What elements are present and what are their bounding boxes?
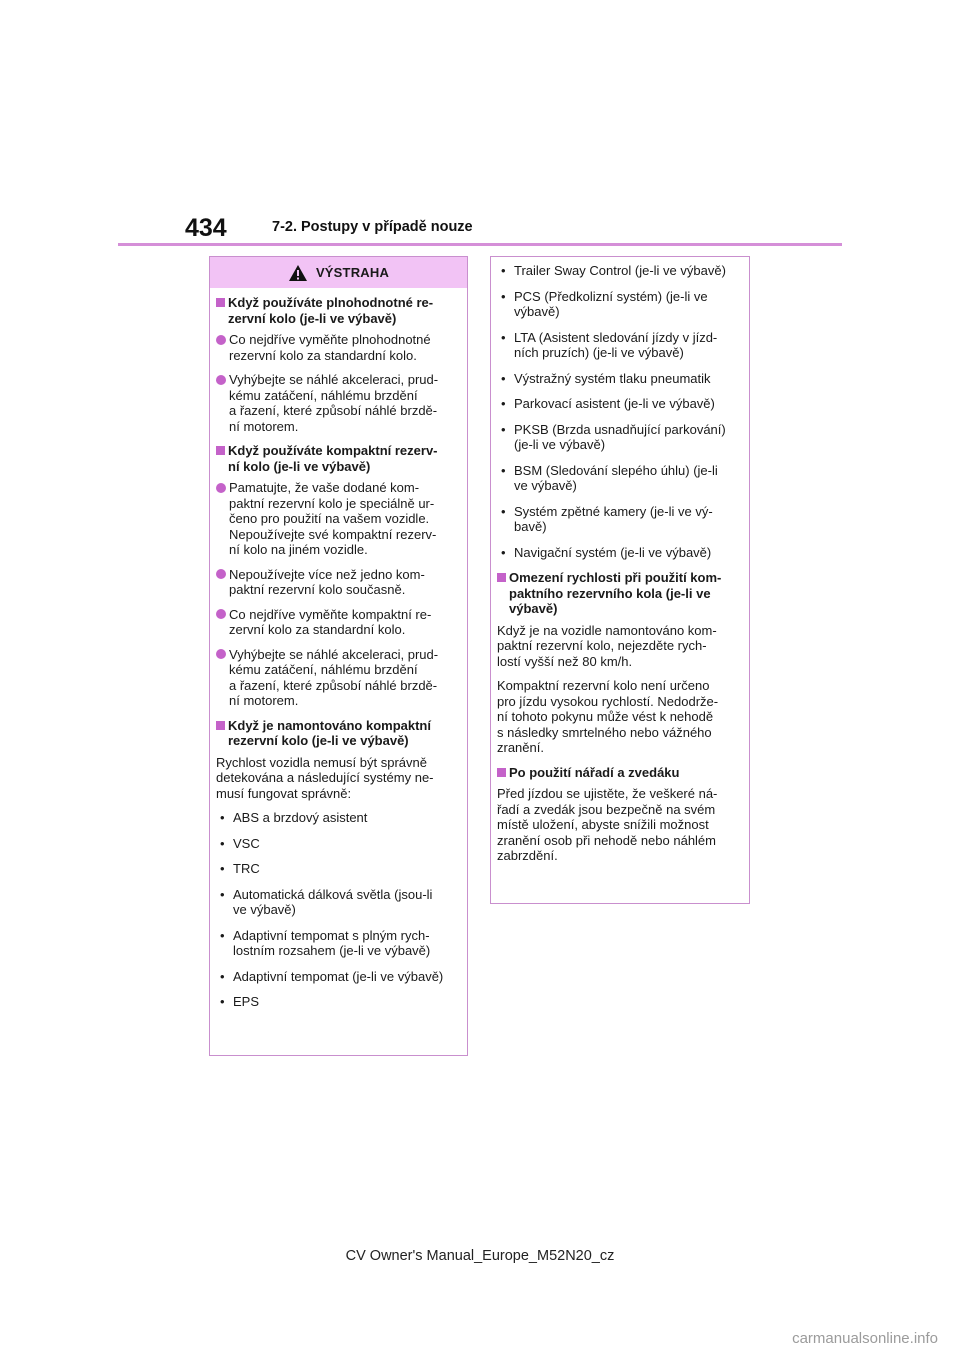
bullet-marker: •: [501, 370, 506, 386]
paragraph-text: Před jízdou se ujistěte, že veškeré ná- řadí a zvedák jsou bezpečně na svém místě uložení, abyste snížili možnost zranění osob při nehodě nebo náhlém zabrzdění.: [497, 786, 718, 863]
round-bullet-icon: [216, 649, 226, 659]
section-title: 7-2. Postupy v případě nouze: [272, 219, 473, 235]
list-item: [216, 861, 466, 877]
list-item-text: PCS (Předkolizní systém) (je-li ve výbavě): [514, 288, 708, 319]
dot-list-item: [216, 332, 466, 363]
list-item: [216, 928, 466, 959]
section-heading: [497, 570, 748, 617]
bullet-marker: •: [220, 886, 225, 902]
section-heading: [216, 295, 466, 326]
warning-box: [209, 256, 468, 1056]
round-bullet-icon: [216, 483, 226, 493]
list-item-text: Trailer Sway Control (je-li ve výbavě): [514, 263, 726, 278]
square-bullet-icon: [497, 573, 506, 582]
footer-manual-id: CV Owner's Manual_Europe_M52N20_cz: [345, 1248, 615, 1264]
list-item-text: Automatická dálková světla (jsou-li ve výbavě): [233, 886, 433, 917]
dot-list-item: [216, 480, 466, 558]
list-item: [497, 463, 748, 494]
list-item: [497, 545, 748, 561]
bullet-marker: •: [501, 263, 506, 278]
paragraph: [497, 786, 748, 864]
list-item-text: PKSB (Brzda usnadňující parkování) (je-li ve výbavě): [514, 421, 726, 452]
list-item-text: Co nejdříve vyměňte kompaktní re- zervní kolo za standardní kolo.: [229, 606, 432, 637]
bullet-marker: •: [220, 861, 225, 876]
list-item-text: Parkovací asistent (je-li ve výbavě): [514, 396, 715, 411]
bullet-marker: •: [220, 927, 225, 943]
dot-list-item: [216, 607, 466, 638]
list-item: [497, 396, 748, 412]
page-number: 434: [185, 214, 227, 242]
heading-text: Když používáte plnohodnotné re- zervní kolo (je-li ve výbavě): [228, 295, 434, 326]
watermark: carmanualsonline.info: [792, 1330, 938, 1347]
paragraph-text: Rychlost vozidla nemusí být správně detekována a následující systémy ne- musí fungovat správně:: [216, 754, 434, 801]
warning-header: [210, 257, 467, 288]
round-bullet-icon: [216, 569, 226, 579]
list-item: [216, 887, 466, 918]
list-item-text: Nepoužívejte více než jedno kom- paktní rezervní kolo současně.: [229, 566, 425, 597]
square-bullet-icon: [216, 721, 225, 730]
list-item: [497, 371, 748, 387]
warning-triangle-icon: [288, 264, 308, 282]
round-bullet-icon: [216, 375, 226, 385]
bullet-marker: •: [501, 288, 506, 304]
paragraph-text: Když je na vozidle namontováno kom- paktní rezervní kolo, nejezděte rych- lostí vyšší než 80 km/h.: [497, 622, 717, 669]
list-item-text: Adaptivní tempomat (je-li ve výbavě): [233, 968, 444, 984]
list-item: [497, 330, 748, 361]
round-bullet-icon: [216, 609, 226, 619]
list-item-text: Systém zpětné kamery (je-li ve vý- bavě): [514, 503, 713, 534]
list-item: [216, 994, 466, 1010]
paragraph: [497, 678, 748, 756]
section-heading: [216, 443, 466, 474]
dot-list-item: [216, 647, 466, 709]
list-item: [216, 836, 466, 852]
list-item-text: Adaptivní tempomat s plným rych- lostním rozsahem (je-li ve výbavě): [233, 927, 431, 958]
list-item-text: Výstražný systém tlaku pneumatik: [514, 370, 711, 386]
heading-text: Po použití nářadí a zvedáku: [509, 764, 680, 780]
list-item: [216, 810, 466, 826]
bullet-marker: •: [501, 329, 506, 345]
list-item: [497, 263, 748, 279]
bullet-marker: •: [501, 544, 506, 560]
list-item-text: Vyhýbejte se náhlé akceleraci, prud- kému zatáčení, náhlému brzdění a řazení, které způsobí náhlé brzdě- ní motorem.: [229, 372, 439, 434]
list-item: [216, 969, 466, 985]
bullet-marker: •: [501, 421, 506, 437]
list-item-text: Co nejdříve vyměňte plnohodnotné rezervní kolo za standardní kolo.: [229, 332, 431, 363]
paragraph: [497, 623, 748, 670]
square-bullet-icon: [497, 768, 506, 777]
list-item-text: EPS: [233, 994, 260, 1009]
heading-text: Když používáte kompaktní rezerv- ní kolo (je-li ve výbavě): [228, 443, 438, 474]
warning-content: [216, 295, 466, 1020]
bullet-marker: •: [220, 968, 225, 984]
bullet-marker: •: [220, 994, 225, 1009]
continuation-content: [497, 263, 748, 873]
list-item: [497, 289, 748, 320]
header-rule: [118, 243, 842, 246]
round-bullet-icon: [216, 335, 226, 345]
square-bullet-icon: [216, 446, 225, 455]
list-item-text: TRC: [233, 861, 260, 876]
bullet-marker: •: [220, 835, 225, 851]
list-item-text: VSC: [233, 835, 260, 851]
paragraph: [216, 755, 466, 802]
list-item: [497, 422, 748, 453]
bullet-marker: •: [501, 396, 506, 411]
list-item: [497, 504, 748, 535]
bullet-marker: •: [501, 462, 506, 478]
heading-text: Když je namontováno kompaktní rezervní kolo (je-li ve výbavě): [228, 717, 431, 748]
list-item-text: Pamatujte, že vaše dodané kom- paktní rezervní kolo je speciálně ur- čeno pro použití na vašem vozidle. Nepoužívejte své kompaktní rezerv- ní kolo na jiném vozidle.: [229, 480, 437, 557]
section-heading: [216, 718, 466, 749]
warning-title: VÝSTRAHA: [315, 265, 390, 280]
dot-list-item: [216, 567, 466, 598]
paragraph-text: Kompaktní rezervní kolo není určeno pro jízdu vysokou rychlostí. Nedodrže- ní tohoto pokynu může vést k nehodě s následky smrtelného nebo vážného zranění.: [497, 678, 719, 755]
bullet-marker: •: [220, 810, 225, 825]
section-heading: [497, 765, 748, 781]
list-item-text: Navigační systém (je-li ve výbavě): [514, 544, 712, 560]
list-item-text: Vyhýbejte se náhlé akceleraci, prud- kému zatáčení, náhlému brzdění a řazení, které způsobí náhlé brzdě- ní motorem.: [229, 646, 439, 708]
list-item-text: ABS a brzdový asistent: [233, 810, 368, 825]
bullet-marker: •: [501, 503, 506, 519]
list-item-text: LTA (Asistent sledování jízdy v jízd- ních pruzích) (je-li ve výbavě): [514, 329, 718, 360]
continuation-box: [490, 256, 750, 904]
dot-list-item: [216, 372, 466, 434]
list-item-text: BSM (Sledování slepého úhlu) (je-li ve výbavě): [514, 462, 718, 493]
square-bullet-icon: [216, 298, 225, 307]
heading-text: Omezení rychlosti při použití kom- paktního rezervního kola (je-li ve výbavě): [509, 570, 722, 616]
